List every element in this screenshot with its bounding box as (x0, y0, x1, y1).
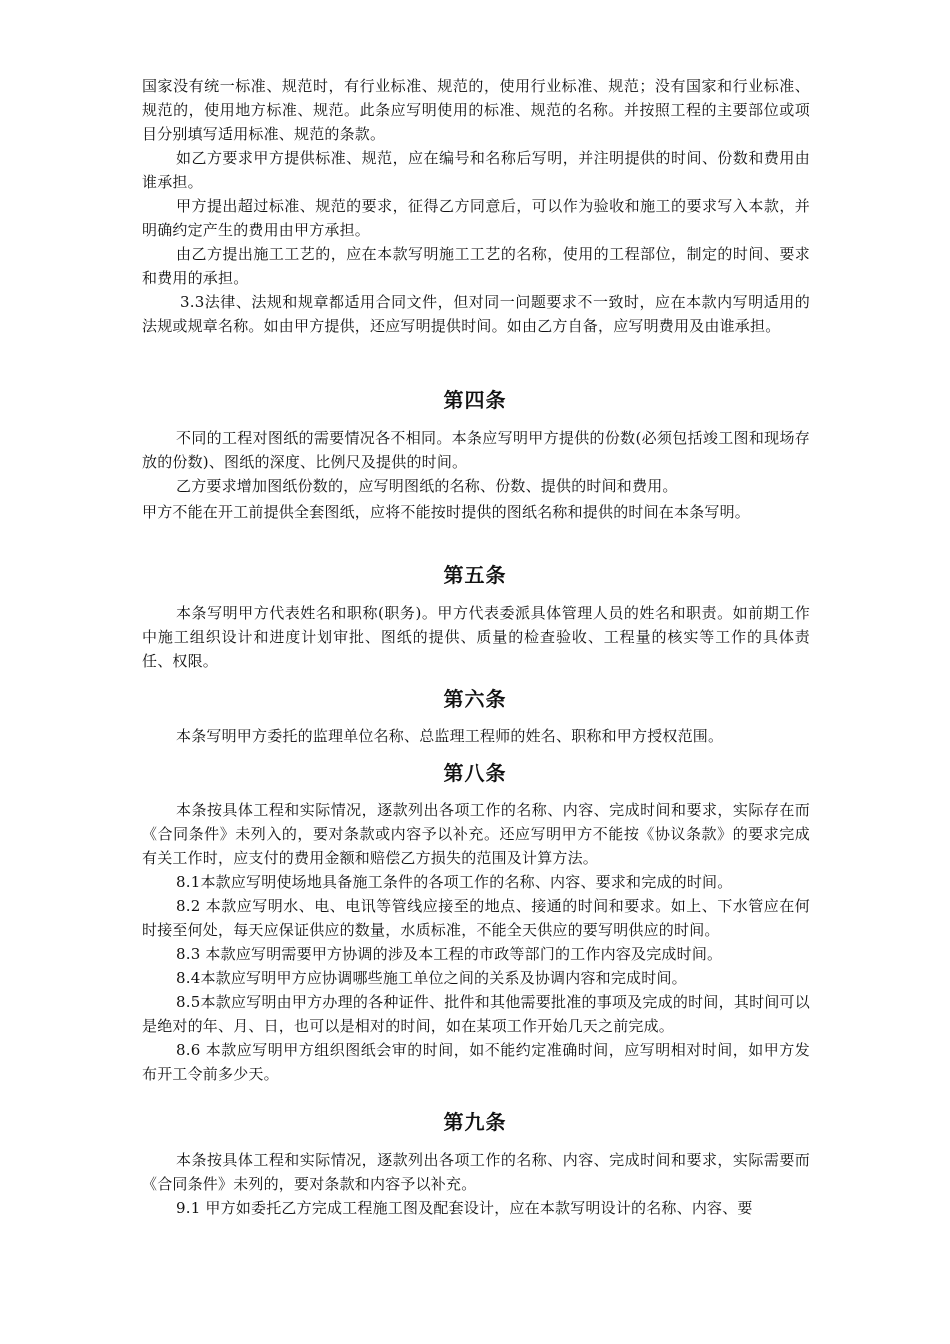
article-4-note (142, 500, 842, 524)
article-4-section (142, 426, 810, 498)
paragraph: 9.1 甲方如委托乙方完成工程施工图及配套设计，应在本款写明设计的名称、内容、要 (176, 1199, 753, 1217)
article-9-section (142, 1148, 810, 1220)
paragraph: 本条按具体工程和实际情况，逐款列出各项工作的名称、内容、完成时间和要求，实际存在而《合同条件》未列入的，要对条款或内容予以补充。还应写明甲方不能按《协议条款》的要求完成有关工作时，应支付的费用金额和赔偿乙方损失的范围及计算方法。 (142, 801, 810, 867)
article-6-section (142, 724, 810, 748)
article-heading: 第五条 (443, 563, 507, 587)
paragraph: 8.3 本款应写明需要甲方协调的涉及本工程的市政等部门的工作内容及完成时间。 (176, 945, 723, 963)
paragraph: 8.6 本款应写明甲方组织图纸会审的时间，如不能约定准确时间，应写明相对时间，如甲方发布开工令前多少天。 (142, 1041, 810, 1083)
paragraph: 8.4本款应写明甲方应协调哪些施工单位之间的关系及协调内容和完成时间。 (176, 969, 687, 987)
article-heading: 第六条 (443, 687, 507, 711)
paragraph: 不同的工程对图纸的需要情况各不相同。本条应写明甲方提供的份数(必须包括竣工图和现场存放的份数)、图纸的深度、比例尺及提供的时间。 (142, 429, 810, 471)
paragraph: 甲方提出超过标准、规范的要求，征得乙方同意后，可以作为验收和施工的要求写入本款，并明确约定产生的费用由甲方承担。 (142, 197, 810, 239)
paragraph: 本条写明甲方代表姓名和职称(职务)。甲方代表委派具体管理人员的姓名和职责。如前期工作中施工组织设计和进度计划审批、图纸的提供、质量的检查验收、工程量的核实等工作的具体责任、权限。 (142, 604, 810, 670)
paragraph: 甲方不能在开工前提供全套图纸，应将不能按时提供的图纸名称和提供的时间在本条写明。 (142, 503, 751, 521)
article-5-section (142, 601, 810, 673)
paragraph: 本条写明甲方委托的监理单位名称、总监理工程师的姓名、职称和甲方授权范围。 (176, 727, 724, 745)
paragraph: 8.5本款应写明由甲方办理的各种证件、批件和其他需要批准的事项及完成的时间，其时间可以是绝对的年、月、日，也可以是相对的时间，如在某项工作开始几天之前完成。 (142, 993, 810, 1035)
article-heading: 第四条 (443, 388, 507, 412)
article-8-section (142, 798, 810, 1086)
intro-section (142, 74, 810, 338)
paragraph: 8.1本款应写明使场地具备施工条件的各项工作的名称、内容、要求和完成的时间。 (176, 873, 733, 891)
paragraph: 乙方要求增加图纸份数的，应写明图纸的名称、份数、提供的时间和费用。 (176, 477, 678, 495)
article-heading: 第八条 (443, 761, 507, 785)
paragraph: 8.2 本款应写明水、电、电讯等管线应接至的地点、接通的时间和要求。如上、下水管应在何时接至何处，每天应保证供应的数量，水质标准，不能全天供应的要写明供应的时间。 (142, 897, 810, 939)
article-heading: 第九条 (443, 1110, 507, 1134)
paragraph: 由乙方提出施工工艺的，应在本款写明施工工艺的名称，使用的工程部位，制定的时间、要求和费用的承担。 (142, 245, 810, 287)
paragraph: 国家没有统一标准、规范时，有行业标准、规范的，使用行业标准、规范；没有国家和行业标准、规范的，使用地方标准、规范。此条应写明使用的标准、规范的名称。并按照工程的主要部位或项目分别填写适用标准、规范的条款。 (142, 77, 810, 143)
paragraph: 本条按具体工程和实际情况，逐款列出各项工作的名称、内容、完成时间和要求，实际需要而《合同条件》未列的，要对条款和内容予以补充。 (142, 1151, 810, 1193)
paragraph: 3.3法律、法规和规章都适用合同文件，但对同一问题要求不一致时，应在本款内写明适用的法规或规章名称。如由甲方提供，还应写明提供时间。如由乙方自备，应写明费用及由谁承担。 (142, 293, 810, 335)
paragraph: 如乙方要求甲方提供标准、规范，应在编号和名称后写明，并注明提供的时间、份数和费用由谁承担。 (142, 149, 810, 191)
